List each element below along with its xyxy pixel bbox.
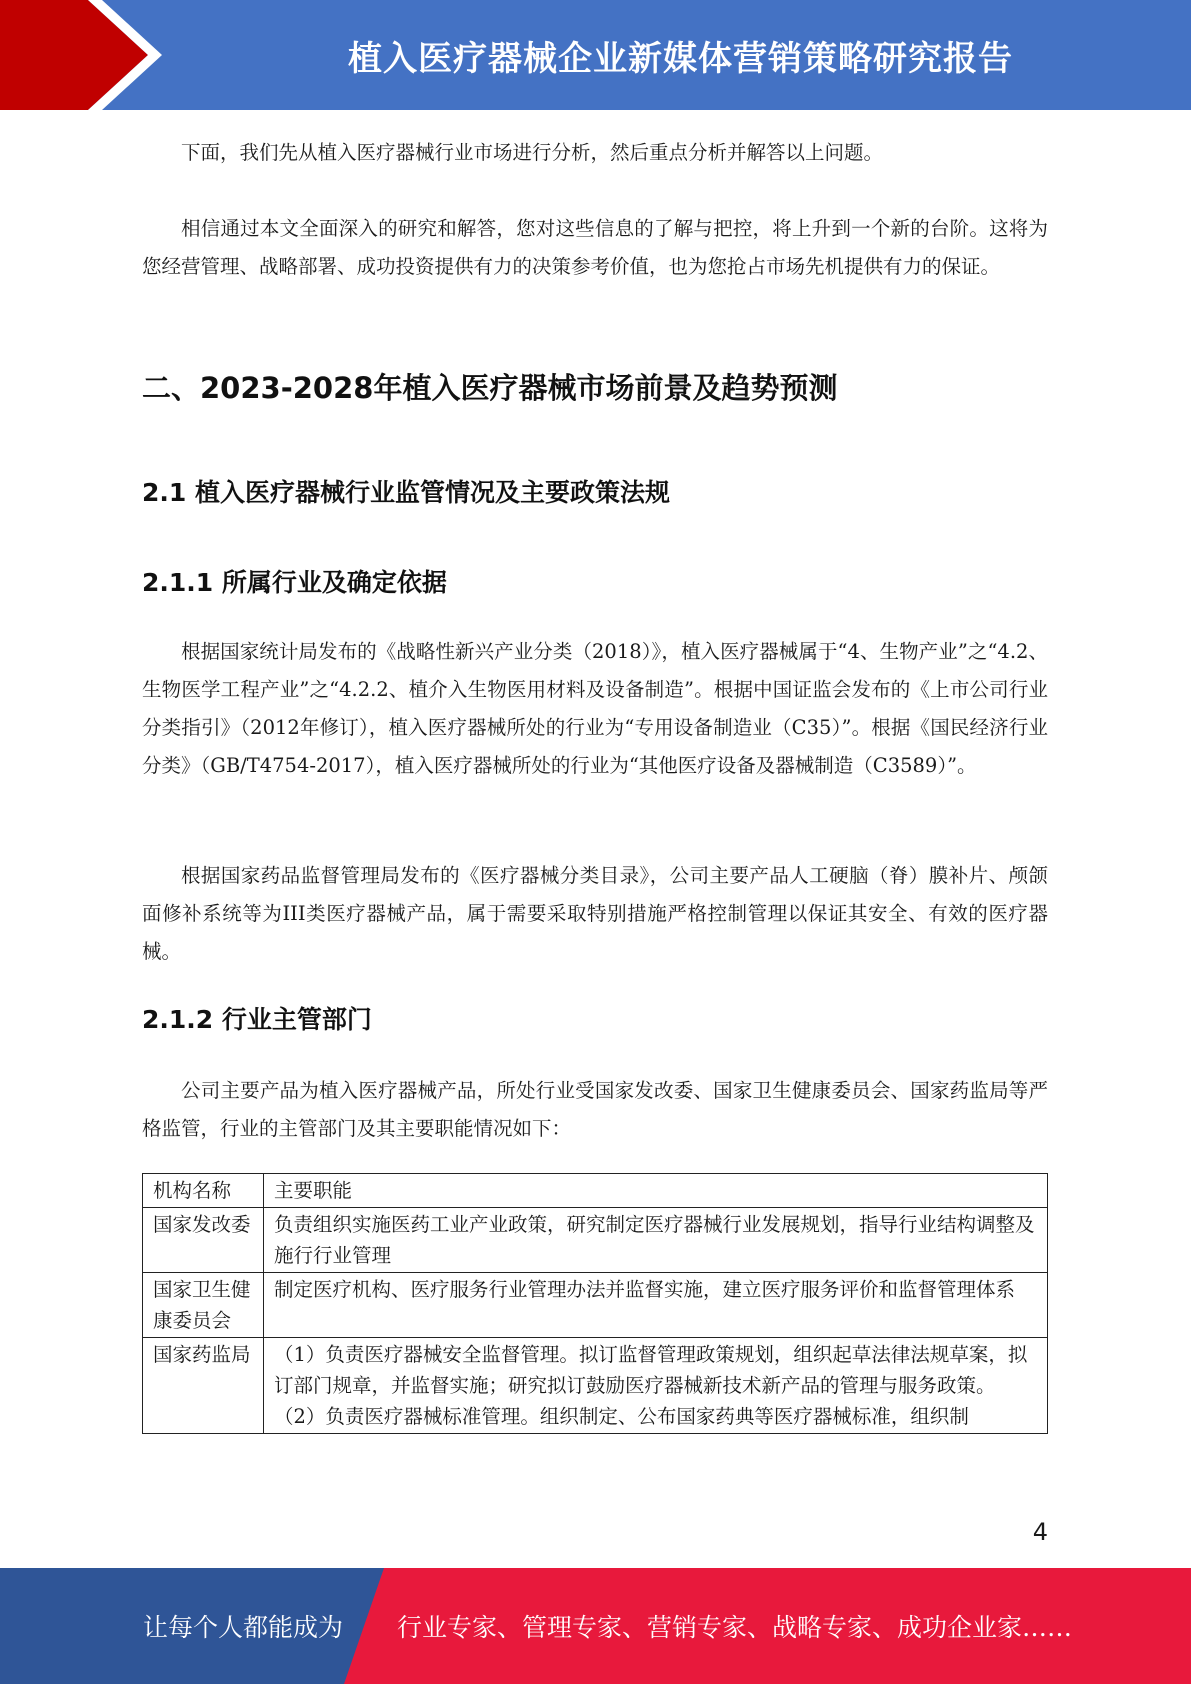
table-cell-agency: 国家药监局	[143, 1338, 264, 1434]
regulator-table-wrapper	[142, 1173, 1048, 1434]
subsection-heading-block	[142, 473, 1048, 509]
paragraph-block-4	[142, 857, 1048, 971]
paragraph-block-3	[142, 633, 1048, 785]
table-header-row	[143, 1174, 1048, 1208]
page-header	[0, 0, 1191, 110]
paragraph-block-5	[142, 1072, 1048, 1148]
subsubsection-heading-2-1-2: 2.1.2 行业主管部门	[142, 1005, 372, 1034]
paragraph-5: 公司主要产品为植入医疗器械产品，所处行业受国家发改委、国家卫生健康委员会、国家药监局等严格监管，行业的主管部门及其主要职能情况如下：	[142, 1079, 1048, 1140]
paragraph-1: 下面，我们先从植入医疗器械行业市场进行分析，然后重点分析并解答以上问题。	[181, 141, 884, 164]
footer-slogan-left: 让每个人都能成为	[143, 1613, 344, 1642]
table-row	[143, 1273, 1048, 1338]
page-footer	[0, 1568, 1191, 1684]
subsection-heading-2-1: 2.1 植入医疗器械行业监管情况及主要政策法规	[142, 478, 670, 507]
paragraph-block-2	[142, 210, 1048, 286]
subsubsection-heading-block-1	[142, 563, 1048, 599]
table-cell-duty: 负责组织实施医药工业产业政策，研究制定医疗器械行业发展规划，指导行业结构调整及施行行业管理	[264, 1208, 1048, 1273]
section-heading-block	[142, 366, 1048, 407]
regulator-table	[142, 1173, 1048, 1434]
paragraph-3: 根据国家统计局发布的《战略性新兴产业分类（2018）》，植入医疗器械属于“4、生物产业”之“4.2、生物医学工程产业”之“4.2.2、植介入生物医用材料及设备制造”。根据中国证监会发布的《上市公司行业分类指引》（2012年修订），植入医疗器械所处的行业为“专用设备制造业（C35）”。根据《国民经济行业分类》（GB/T4754-2017），植入医疗器械所处的行业为“其他医疗设备及器械制造（C3589）”。	[142, 640, 1048, 777]
paragraph-4: 根据国家药品监督管理局发布的《医疗器械分类目录》，公司主要产品人工硬脑（脊）膜补片、颅颌面修补系统等为III类医疗器械产品，属于需要采取特别措施严格控制管理以保证其安全、有效的医疗器械。	[142, 864, 1048, 963]
footer-slogan-right: 行业专家、管理专家、营销专家、战略专家、成功企业家……	[397, 1613, 1073, 1642]
subsubsection-heading-block-2	[142, 1000, 1048, 1036]
table-cell-agency: 国家发改委	[143, 1208, 264, 1273]
section-heading-2: 二、2023-2028年植入医疗器械市场前景及趋势预测	[142, 371, 838, 405]
report-title: 植入医疗器械企业新媒体营销策略研究报告	[348, 38, 1013, 79]
duty-item-1: （1）负责医疗器械安全监督管理。拟订监督管理政策规划，组织起草法律法规草案，拟订部门规章，并监督实施；研究拟订鼓励医疗器械新技术新产品的管理与服务政策。	[274, 1343, 1028, 1397]
table-row	[143, 1208, 1048, 1273]
table-cell-duty: 制定医疗机构、医疗服务行业管理办法并监督实施，建立医疗服务评价和监督管理体系	[264, 1273, 1048, 1338]
header-chevron-decoration	[0, 0, 200, 110]
page-number: 4	[1032, 1518, 1048, 1546]
table-cell-duty	[264, 1338, 1048, 1434]
duty-item-2: （2）负责医疗器械标准管理。组织制定、公布国家药典等医疗器械标准，组织制	[274, 1405, 969, 1428]
paragraph-intro	[142, 134, 1048, 172]
subsubsection-heading-2-1-1: 2.1.1 所属行业及确定依据	[142, 568, 447, 597]
paragraph-2: 相信通过本文全面深入的研究和解答，您对这些信息的了解与把控，将上升到一个新的台阶。这将为您经营管理、战略部署、成功投资提供有力的决策参考价值，也为您抢占市场先机提供有力的保证。	[142, 217, 1048, 278]
table-cell-agency: 国家卫生健康委员会	[143, 1273, 264, 1338]
table-header-cell: 机构名称	[143, 1174, 264, 1208]
table-header-cell: 主要职能	[264, 1174, 1048, 1208]
table-row	[143, 1338, 1048, 1434]
